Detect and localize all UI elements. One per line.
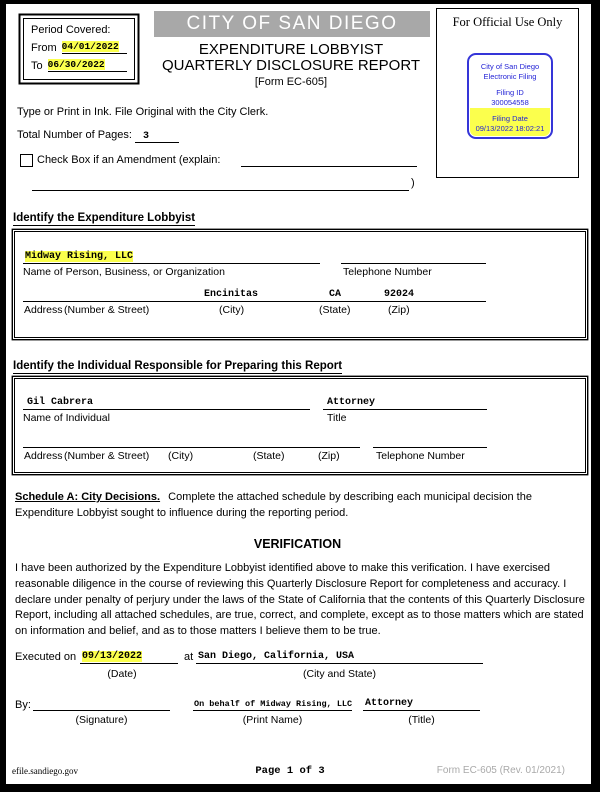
filing-date-label: Filing Date — [492, 114, 528, 123]
form-title-line1: EXPENDITURE LOBBYIST — [198, 41, 384, 58]
total-pages-label: Total Number of Pages: — [17, 129, 132, 141]
period-covered-box — [23, 18, 135, 80]
date-caption: (Date) — [107, 668, 137, 680]
executed-on-label: Executed on — [15, 651, 77, 663]
period-from-value: 04/01/2022 — [61, 41, 119, 52]
lobbyist-city-label: (City) — [219, 304, 245, 316]
total-pages-row — [17, 129, 179, 143]
lobbyist-zip-value: 92024 — [384, 289, 415, 300]
lobbyist-phone-label: Telephone Number — [343, 266, 432, 278]
city-state-caption: (City and State) — [303, 668, 376, 680]
form-title-line2: QUARTERLY DISCLOSURE REPORT — [161, 56, 421, 74]
executed-place-field[interactable] — [196, 647, 483, 664]
signature-field[interactable] — [33, 694, 170, 711]
by-label: By: — [15, 699, 31, 711]
official-use-title: For Official Use Only — [452, 15, 563, 29]
preparer-address-label: Address — [24, 450, 63, 462]
preparer-title-value: Attorney — [327, 397, 376, 408]
footer-form-revision: Form EC-605 (Rev. 01/2021) — [436, 765, 565, 776]
efiling-stamp — [467, 53, 553, 139]
filing-id-label: Filing ID — [496, 88, 524, 97]
total-pages-field[interactable] — [135, 130, 179, 143]
verification-text: I have been authorized by the Expenditure Lobbyist identified above to make this verification. I have exercised reasonable diligence in the course of reviewing this Quarterly Disclosure Report for completeness and accuracy. I declare under penalty of perjury under the laws of the State of California that the contents of this Quarterly Disclosure Report, including all attached schedules, are true, correct, and complete, except as to those matters which are stated on information and belief, and as to those matters I believe them to be true. — [15, 562, 585, 638]
lobbyist-street-label: (Number & Street) — [64, 304, 150, 316]
preparer-name-field[interactable] — [23, 393, 310, 410]
form-code: [Form EC-605] — [254, 76, 328, 88]
total-pages-value: 3 — [143, 131, 150, 142]
filing-id-value: 300054558 — [491, 98, 529, 107]
period-to-value: 06/30/2022 — [47, 59, 105, 70]
stamp-org-line1: City of San Diego — [480, 62, 540, 71]
preparer-address-field[interactable] — [23, 431, 360, 448]
signature-caption: (Signature) — [75, 714, 128, 726]
preparer-section-heading: Identify the Individual Responsible for Preparing this Report — [13, 360, 343, 372]
lobbyist-state-label: (State) — [319, 304, 351, 316]
lobbyist-box — [14, 231, 586, 338]
lobbyist-phone-field[interactable] — [341, 247, 486, 264]
executed-date-value: 09/13/2022 — [82, 651, 143, 662]
amendment-close-paren: ) — [411, 177, 415, 189]
executed-place-value: San Diego, California, USA — [198, 651, 355, 662]
print-name-caption: (Print Name) — [242, 714, 303, 726]
print-name-field[interactable] — [193, 694, 352, 711]
amendment-explain-field-line2[interactable] — [32, 174, 409, 191]
title-caption: (Title) — [408, 714, 435, 726]
preparer-state-label: (State) — [253, 450, 285, 462]
lobbyist-zip-label: (Zip) — [388, 304, 410, 316]
period-from-label: From — [31, 42, 57, 54]
preparer-street-label: (Number & Street) — [64, 450, 150, 462]
at-label: at — [184, 651, 194, 663]
lobbyist-address-label: Address — [24, 304, 63, 316]
filing-date-value: 09/13/2022 18:02:21 — [475, 124, 545, 133]
amendment-checkbox[interactable] — [20, 154, 33, 167]
lobbyist-section-heading: Identify the Expenditure Lobbyist — [13, 212, 196, 224]
lobbyist-state-value: CA — [329, 289, 342, 300]
executed-date-field[interactable] — [80, 647, 178, 664]
preparer-phone-field[interactable] — [373, 431, 487, 448]
official-use-box — [436, 8, 579, 178]
preparer-zip-label: (Zip) — [318, 450, 340, 462]
city-banner: CITY OF SAN DIEGO — [154, 11, 430, 37]
preparer-title-label: Title — [327, 412, 347, 424]
lobbyist-name-field[interactable] — [23, 247, 320, 264]
schedule-a-body: Complete the attached schedule by describing each municipal decision the Expenditure Lobbyist sought to influence during the reporting period. — [15, 491, 532, 519]
title-field[interactable] — [363, 694, 480, 711]
verification-heading: VERIFICATION — [253, 537, 342, 551]
form-title-block — [146, 42, 436, 88]
footer-website: efile.sandiego.gov — [12, 766, 78, 776]
preparer-name-label: Name of Individual — [23, 412, 110, 424]
preparer-title-field[interactable] — [323, 393, 487, 410]
lobbyist-name-label: Name of Person, Business, or Organization — [23, 266, 225, 278]
print-name-value: On behalf of Midway Rising, LLC — [194, 699, 353, 709]
title-value: Attorney — [365, 698, 414, 709]
instructions-text: Type or Print in Ink. File Original with the City Clerk. — [17, 106, 269, 118]
period-to-label: To — [31, 60, 43, 72]
period-covered-title: Period Covered: — [31, 24, 111, 36]
schedule-a-heading: Schedule A: City Decisions. — [15, 491, 161, 503]
preparer-phone-label: Telephone Number — [376, 450, 465, 462]
lobbyist-address-field[interactable] — [23, 285, 486, 302]
lobbyist-name-value: Midway Rising, LLC — [25, 251, 134, 262]
period-to-field[interactable] — [48, 58, 127, 72]
preparer-box — [14, 378, 586, 473]
preparer-city-label: (City) — [168, 450, 194, 462]
period-from-field[interactable] — [62, 40, 127, 54]
lobbyist-city-value: Encinitas — [204, 289, 259, 300]
amendment-explain-field-line1[interactable] — [241, 150, 417, 167]
preparer-name-value: Gil Cabrera — [27, 397, 94, 408]
stamp-org-line2: Electronic Filing — [483, 72, 537, 81]
amendment-label: Check Box if an Amendment (explain: — [37, 154, 221, 166]
schedule-a-text — [15, 490, 587, 522]
footer-page-number: Page 1 of 3 — [255, 765, 325, 777]
